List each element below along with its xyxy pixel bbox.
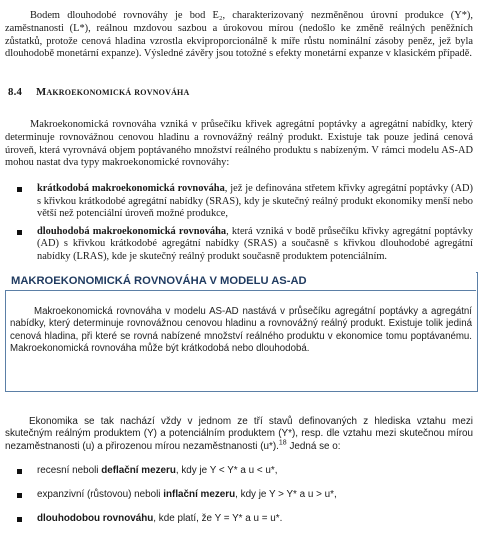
intro-text: Bodem dlouhodobé rovnováhy je bod E₂, charakterizovaný nezměněnou úrovní produkce (Y*), zaměstnanosti (L*), reálnou mzdovou sazbou a úrokovou mírou (nedošlo ke změně reálných peněžních zůstatků, protože cenová hladina vzrostla ekviproporcionálně k míře růstu nominální zásoby peněz, jež byla dlouhodobě monetární expanze). Výsledné závěry jsou totožné s efekty monetární expanze v klasickém případě. — [5, 10, 473, 60]
bullet-square-icon — [17, 230, 22, 235]
state-term: dlouhodobou rovnováhu — [37, 513, 154, 524]
list-item — [5, 183, 473, 221]
bullet-text: , jež je definována střetem křivky agregátní poptávky (AD) s křivkou krátkodobé agregátní nabídky (SRAS), kdy je skutečný reálný produkt ekonomiky menší nebo větší než potenciální úroveň možné produkce, — [37, 183, 473, 220]
state-post: , kdy je Y < Y* a u < u*, — [175, 465, 278, 476]
section-heading — [8, 86, 189, 98]
bullet-term: dlouhodobá makroekonomická rovnováha — [37, 225, 227, 237]
definition-text: Makroekonomická rovnováha v modelu AS-AD nastává v průsečíku agregátní poptávky a agregátní nabídky, který determinuje rovnovážnou cenovou hladinu a rovnovážný reálný produkt. Existuje tolik jediná cenová hladina, při které se rovná nabízené množství reálného produktu v ekonomice tomu poptávanému. Makroekonomická rovnováha může být krátkodobá nebo dlouhodobá. — [10, 305, 472, 355]
section-number: 8.4 — [8, 86, 23, 98]
state-term: inflační mezeru — [163, 489, 236, 500]
state-post: , kde platí, že Y = Y* a u = u*. — [153, 513, 283, 524]
bullet-square-icon — [17, 493, 22, 498]
state-pre: expanzivní (růstovou) neboli — [37, 489, 164, 500]
economy-paragraph — [5, 416, 473, 454]
state-post: , kdy je Y > Y* a u > u*, — [235, 489, 337, 500]
list-item — [5, 226, 473, 264]
intro-paragraph — [5, 10, 473, 60]
bullet-square-icon — [17, 469, 22, 474]
list-item — [5, 465, 473, 489]
section-paragraph-text: Makroekonomická rovnováha vzniká v průsečíku křivek agregátní poptávky a agregátní nabídky, který determinuje rovnovážnou cenovou hladinu a rovnovážný reálný produkt. Existuje tak pouze jediná cenová úroveň, která vyrovnává objem poptávaného množství reálného produktu s nabízeným. V rámci modelu AS-AD mohou nastat dva typy makroekonomické rovnováhy: — [5, 119, 473, 169]
bullet-square-icon — [17, 187, 22, 192]
bullet-square-icon — [17, 517, 22, 522]
equilibrium-types-list — [5, 183, 473, 269]
economy-text: Ekonomika se tak nachází vždy v jednom ze tří stavů definovaných z hlediska vztahu mezi skutečným reálným produktem (Y) a potenciálním produktem (Y*), resp. dle vztahu mezi skutečnou mírou nezaměstnanosti (u) a přirozenou mírou nezaměstnanosti (u*). — [5, 415, 473, 453]
state-pre: recesní neboli — [37, 465, 102, 476]
economy-tail: Jedná se o: — [286, 441, 341, 453]
list-item — [5, 489, 473, 513]
section-title: Makroekonomická rovnováha — [36, 86, 190, 98]
economy-states-list — [5, 465, 473, 537]
list-item — [5, 513, 473, 537]
section-paragraph — [5, 119, 473, 169]
bullet-text: , která vzniká v bodě průsečíku křivky agregátní poptávky (AD) s křivkou krátkodobé agregátní nabídky (SRAS) a současně s křivkou dlouhodobé agregátní nabídky (LRAS), kde je skutečný reálný produkt současně produktem potenciálním. — [37, 225, 473, 262]
state-term: deflační mezeru — [101, 465, 176, 476]
bullet-term: krátkodobá makroekonomická rovnováha — [37, 183, 225, 194]
definition-box-text — [10, 306, 472, 356]
footnote-marker[interactable]: 18 — [278, 439, 287, 447]
definition-box-title: MAKROEKONOMICKÁ ROVNOVÁHA V MODELU AS-AD — [5, 272, 476, 291]
